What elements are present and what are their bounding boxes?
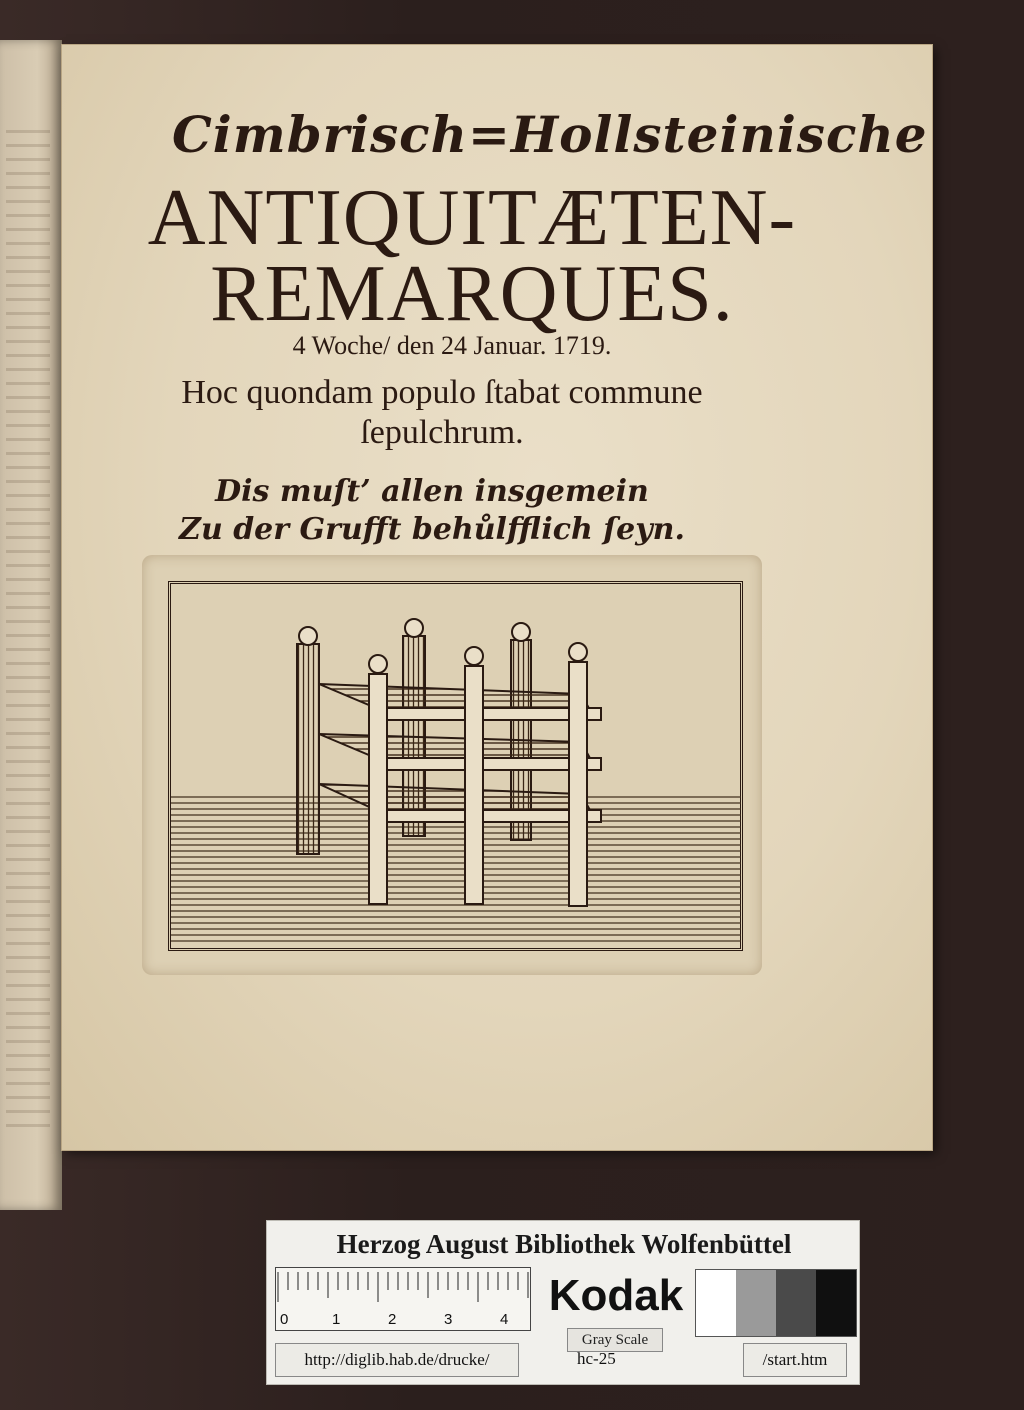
german-verse-line-1: Dis muſt’ allen insgemein [215, 474, 649, 509]
ruler-number: 2 [388, 1311, 397, 1328]
ruler-number: 1 [332, 1311, 341, 1328]
burial-frame-woodcut-icon [171, 584, 741, 948]
main-title [122, 174, 822, 338]
calibration-card [266, 1220, 860, 1385]
woodcut-illustration [142, 555, 762, 975]
main-title-line-2: REMARQUES. [210, 250, 734, 338]
url-label: http://diglib.hab.de/drucke/ [275, 1343, 519, 1377]
printed-page [62, 45, 932, 1150]
latin-motto-line-1: Hoc quondam populo ſtabat commune [181, 374, 703, 411]
ruler-number: 0 [280, 1311, 289, 1328]
main-title-line-1: ANTIQUITÆTEN- [147, 174, 797, 262]
fraktur-title: Cimbrisch=Hollsteinische [172, 105, 928, 164]
latin-motto-line-2: ſepulchrum. [360, 414, 524, 451]
grayscale-label: Gray Scale [567, 1328, 663, 1352]
ruler-numbers [276, 1308, 532, 1328]
swatch-white [696, 1270, 736, 1336]
german-verse [152, 473, 712, 549]
swatch-black [816, 1270, 856, 1336]
ruler-ticks-icon [276, 1268, 532, 1308]
measurement-ruler [275, 1267, 531, 1331]
swatch-gray [736, 1270, 776, 1336]
start-page-label: /start.htm [743, 1343, 847, 1377]
issue-date-line: 4 Woche/ den 24 Januar. 1719. [292, 331, 612, 360]
ruler-number: 3 [444, 1311, 453, 1328]
ruler-number: 4 [500, 1311, 509, 1328]
german-verse-line-2: Zu der Grufft behůlfflich ſeyn. [179, 512, 685, 547]
adjacent-page-edge [0, 40, 62, 1210]
library-name: Herzog August Bibliothek Wolfenbüttel [336, 1229, 792, 1259]
latin-motto [122, 373, 762, 453]
shelfmark-code: hc-25 [577, 1349, 616, 1368]
kodak-logo: Kodak [548, 1271, 684, 1320]
grayscale-swatches [695, 1269, 857, 1337]
swatch-dark-gray [776, 1270, 816, 1336]
